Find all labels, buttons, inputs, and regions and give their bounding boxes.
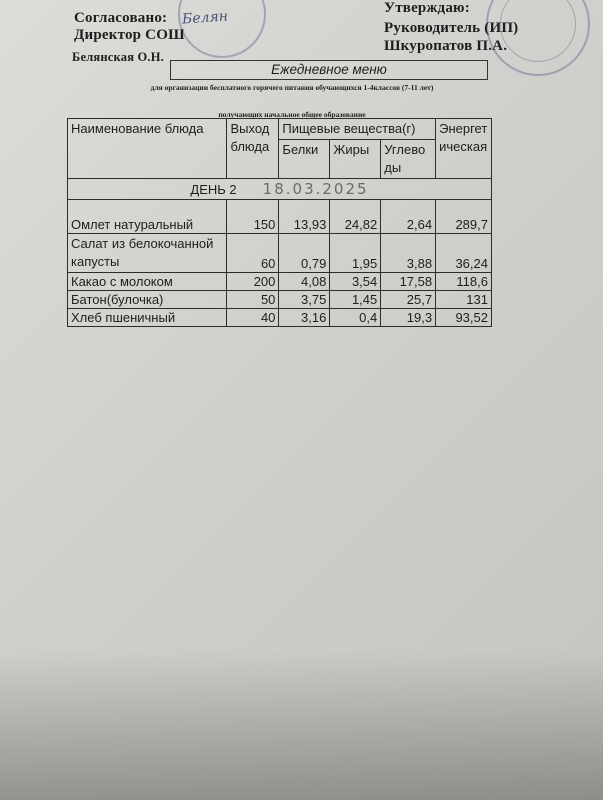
dish-name: Салат из белокочанной капусты: [68, 234, 227, 273]
dish-output: 150: [227, 200, 279, 234]
dish-energy: 36,24: [436, 234, 492, 273]
dish-fats: 0,4: [330, 309, 381, 327]
dish-carbs: 25,7: [381, 291, 436, 309]
dish-carbs: 17,58: [381, 273, 436, 291]
col-nutrients-header: Пищевые вещества(г): [279, 119, 436, 140]
col-output-header: Выход блюда: [227, 119, 279, 179]
dish-energy: 289,7: [436, 200, 492, 234]
table-row: [68, 309, 492, 327]
approve-label: Утверждаю:: [384, 0, 470, 16]
dish-proteins: 0,79: [279, 234, 330, 273]
dish-name: Омлет натуральный: [68, 200, 227, 234]
dish-fats: 1,45: [330, 291, 381, 309]
dish-carbs: 19,3: [381, 309, 436, 327]
dish-carbs: 3,88: [381, 234, 436, 273]
dish-carbs: 2,64: [381, 200, 436, 234]
dish-proteins: 13,93: [279, 200, 330, 234]
dish-fats: 24,82: [330, 200, 381, 234]
dish-output: 200: [227, 273, 279, 291]
col-name-header: Наименование блюда: [68, 119, 227, 179]
subtitle-education: получающих начальное общее образование: [218, 110, 366, 119]
dish-proteins: 3,75: [279, 291, 330, 309]
col-carbs-header: Углеводы: [381, 140, 436, 179]
director-name: Белянская О.Н.: [72, 50, 164, 64]
dish-proteins: 4,08: [279, 273, 330, 291]
dish-name: Батон(булочка): [68, 291, 227, 309]
dish-fats: 1,95: [330, 234, 381, 273]
menu-title: Ежедневное меню: [170, 60, 488, 80]
table-row: [68, 200, 492, 234]
dish-name: Хлеб пшеничный: [68, 309, 227, 327]
head-label: Руководитель (ИП): [384, 20, 519, 36]
table-row: [68, 234, 492, 273]
table-header-row: [68, 119, 492, 140]
dish-energy: 93,52: [436, 309, 492, 327]
dish-energy: 131: [436, 291, 492, 309]
menu-table: [67, 118, 492, 327]
subtitle-audience: для организации бесплатного горячего питания обучающихся 1-4классов (7-11 лет): [150, 83, 434, 92]
handwritten-date: 18.03.2025: [262, 180, 369, 198]
dish-proteins: 3,16: [279, 309, 330, 327]
table-row: [68, 273, 492, 291]
signature: Белян: [181, 8, 229, 28]
col-energy-header: Энергетическая: [436, 119, 492, 179]
table-row: [68, 291, 492, 309]
dish-fats: 3,54: [330, 273, 381, 291]
dish-name: Какао с молоком: [68, 273, 227, 291]
director-label: Директор СОШ: [74, 27, 185, 43]
dish-output: 50: [227, 291, 279, 309]
day-row: [68, 179, 492, 200]
agreed-label: Согласовано:: [74, 10, 168, 26]
dish-output: 60: [227, 234, 279, 273]
day-cell: [68, 179, 492, 200]
col-fats-header: Жиры: [330, 140, 381, 179]
day-label: ДЕНЬ 2: [190, 182, 237, 197]
col-proteins-header: Белки: [279, 140, 330, 179]
dish-energy: 118,6: [436, 273, 492, 291]
dish-output: 40: [227, 309, 279, 327]
approver-name: Шкуропатов П.А.: [384, 38, 508, 54]
